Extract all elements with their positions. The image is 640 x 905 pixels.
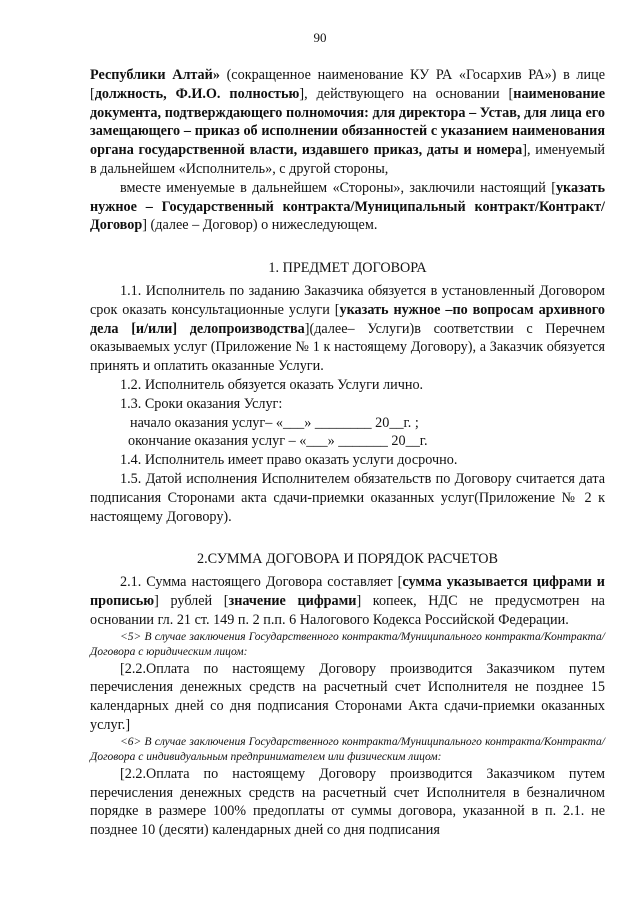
clause-text: 1.1. Исполнитель по заданию Заказчика обязуется в установленный Договором срок оказать консультационные услуги [ <box>90 282 605 318</box>
page-number: 90 <box>313 30 327 45</box>
document-body <box>90 66 605 840</box>
clause-2-2-legal-entity: [2.2.Оплата по настоящему Договору производится Заказчиком путем перечисления денежных средств на расчетный счет Исполнителя не позднее 15 календарных дней со дня подписания Сторонами Акта сдачи-приемки оказанных услуг.] <box>90 660 605 733</box>
preamble-text: ], именуемый в дальнейшем «Исполнитель», с другой стороны, <box>90 142 605 177</box>
clause-1-1 <box>90 282 605 376</box>
contractor-name-fragment: Республики Алтай» <box>90 67 220 83</box>
footnote-6: <6> В случае заключения Государственного контракта/Муниципального контракта/Контракта/Договора с индивидуальным предпринимателем или физическим лицом: <box>90 735 605 763</box>
preamble-text: ] (далее – Договор) о нижеследующем. <box>142 217 378 234</box>
clause-text: ] копеек, НДС не предусмотрен на основании гл. 21 ст. 149 п. 2 п.п. 6 Налогового Кодекса Российской Федерации. <box>90 592 605 628</box>
preamble-text: ], действующего на основании [ <box>299 85 514 102</box>
section-1-heading: 1. ПРЕДМЕТ ДОГОВОРА <box>268 260 427 277</box>
preamble-text: вместе именуемые в дальнейшем «Стороны», заключили настоящий [ <box>120 179 556 196</box>
preamble-parties-paragraph <box>90 179 605 235</box>
service-end-date: окончание оказания услуг – «___» _______ 20__г. <box>128 433 428 450</box>
contract-type-placeholder: указать нужное – Государственный контракта/Муниципальный контракт/Контракт/Договор <box>90 179 605 234</box>
preamble-contractor-paragraph <box>90 66 605 179</box>
clause-1-4: 1.4. Исполнитель имеет право оказать услуги досрочно. <box>120 452 458 469</box>
footnote-5: <5> В случае заключения Государственного контракта/Муниципального контракта/Контракта/Договора с юридическим лицом: <box>90 630 605 658</box>
position-placeholder: должность, Ф.И.О. полностью <box>94 85 300 102</box>
clause-1-5: 1.5. Датой исполнения Исполнителем обязательств по Договору считается дата подписания Сторонами акта сдачи-приемки оказанных услуг(Приложение № 2 к настоящему Договору). <box>90 470 605 525</box>
clause-1-3: 1.3. Сроки оказания Услуг: <box>120 395 283 412</box>
clause-text: 2.1. Сумма настоящего Договора составляет [ <box>120 574 403 591</box>
authority-document-placeholder: наименование документа, подтверждающего полномочия: для директора – Устав, для лица его замещающего – приказ об исполнении обязанностей с указанием наименования органа государственной власти, издавшего приказ, даты и номера <box>90 85 606 159</box>
preamble-text: (сокращенное наименование КУ РА «Госархив РА») в лице [ <box>90 67 605 102</box>
clause-2-1 <box>90 573 605 629</box>
clause-text: ](далее– Услуги)в соответствии с Перечнем оказываемых услуг (Приложение № 1 к настоящему Договору), а Заказчик обязуется принять и оплатить оказанные Услуги. <box>90 320 605 375</box>
kopecks-placeholder: значение цифрами <box>228 592 357 609</box>
clause-1-2: 1.2. Исполнитель обязуется оказать Услуги лично. <box>120 376 424 393</box>
services-scope-placeholder: указать нужное –по вопросам архивного дела [и/или] делопроизводства <box>90 301 605 337</box>
clause-2-2-individual: [2.2.Оплата по настоящему Договору производится Заказчиком путем перечисления денежных средств на расчетный счет Исполнителя в безналичном порядке в размере 100% предоплаты от суммы договора, указанной в п. 2.1. не позднее 10 (десяти) календарных дней со дня подписания <box>90 765 605 839</box>
service-start-date: начало оказания услуг– «___» ________ 20__г. ; <box>130 414 419 431</box>
clause-text: ] рублей [ <box>154 592 229 609</box>
amount-in-words-placeholder: сумма указывается цифрами и прописью <box>90 574 605 609</box>
section-2-heading: 2.СУММА ДОГОВОРА И ПОРЯДОК РАСЧЕТОВ <box>196 551 499 568</box>
